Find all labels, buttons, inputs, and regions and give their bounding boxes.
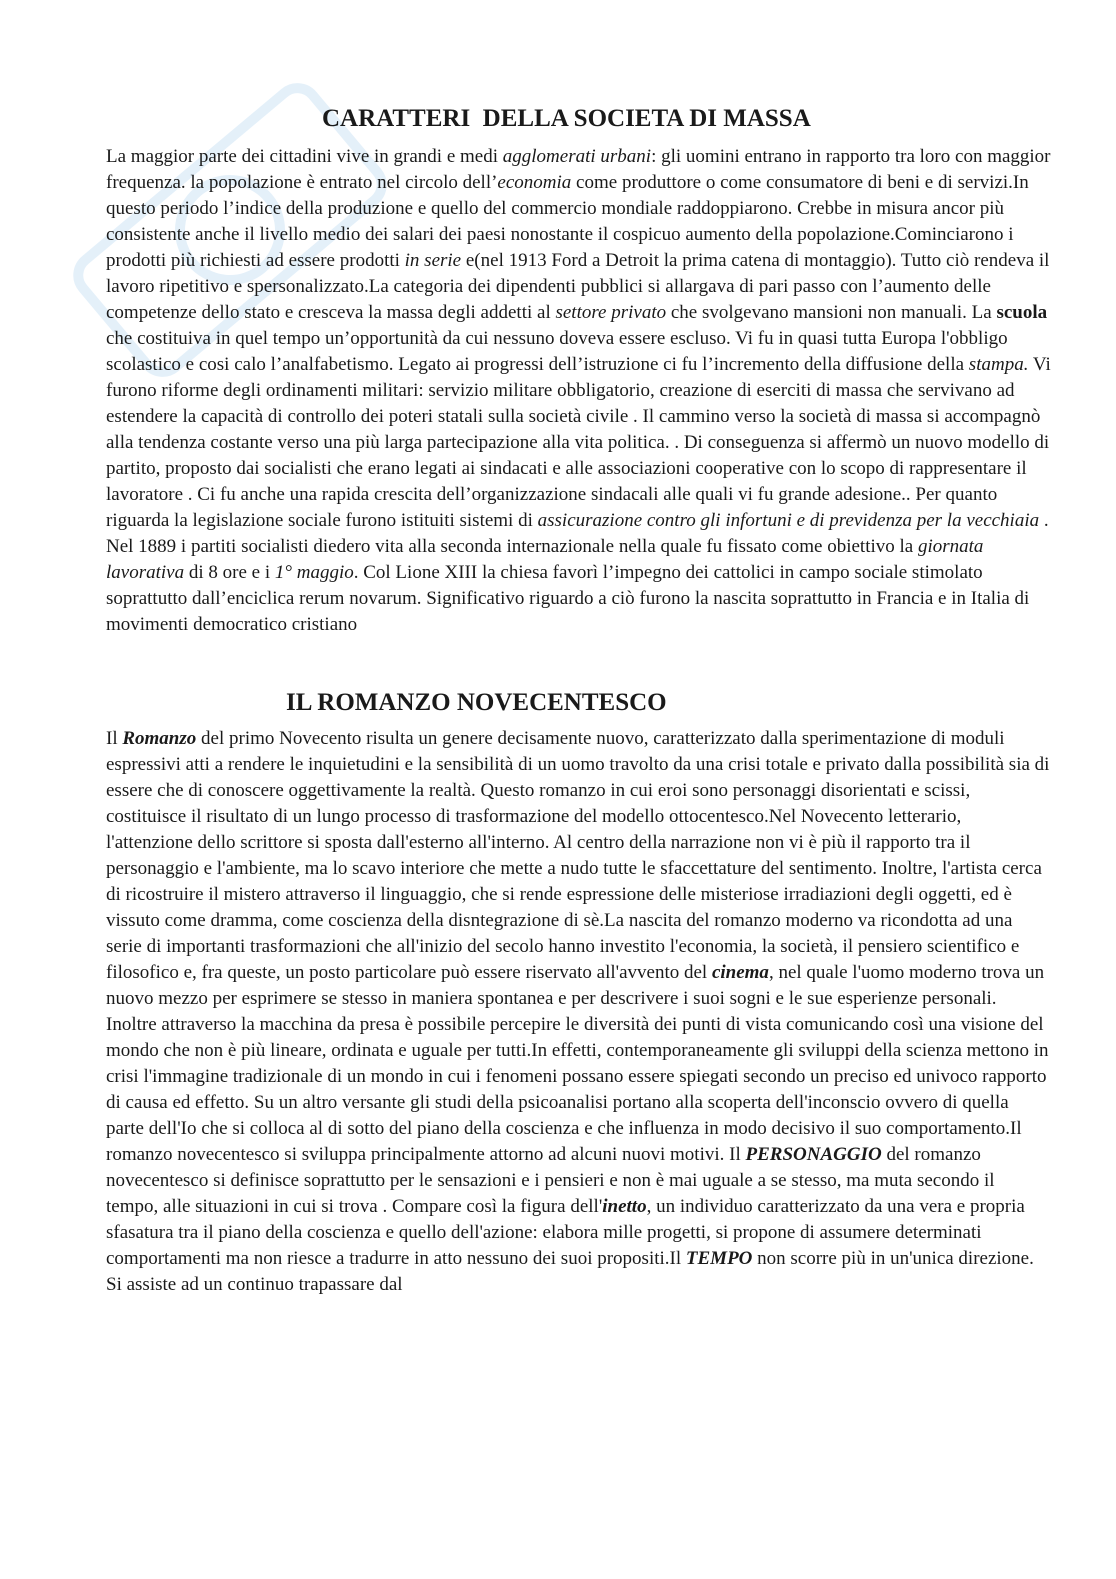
text-run: non scorre più in un'unica direzione. Si assiste ad un continuo trapassare dal bbox=[106, 1248, 1034, 1295]
emphasis-run: giornata lavorativa bbox=[106, 536, 984, 583]
text-run: come produttore o come consumatore di beni e di servizi.In questo periodo l’indice della produzione e quello del commercio mondiale raddoppiarono. Crebbe in misura ancor più consistente anche il livello medio dei salari dei paesi nonostante il cospicuo aumento della popolazione.Cominciarono i prodotti più richiesti ad essere prodotti bbox=[106, 172, 1029, 271]
emphasis-run: PERSONAGGIO bbox=[745, 1144, 882, 1165]
emphasis-run: TEMPO bbox=[685, 1248, 753, 1269]
emphasis-run: assicurazione contro gli infortuni e di previdenza per la vecchiaia bbox=[537, 510, 1040, 531]
text-run: , nel quale l'uomo moderno trova un nuovo mezzo per esprimere se stesso in maniera spontanea e per descrivere i suoi sogni e le sue esperienze personali. Inoltre attraverso la macchina da presa è possibile percepire le diversità dei punti di vista comunicando così una visione del mondo che non è più lineare, ordinata e uguale per tutti.In effetti, contemporaneamente gli sviluppi della scienza mettono in crisi l'immagine tradizionale di un mondo in cui i fenomeni possano essere spiegati secondo un preciso ed univoco rapporto di causa ed effetto. Su un altro versante gli studi della psicoanalisi portano alla scoperta dell'inconscio ovvero di quella parte dell'Io che si colloca al di sotto del piano della coscienza e che influenza in modo decisivo il suo comportamento.Il romanzo novecentesco si sviluppa principalmente attorno ad alcuni nuovi motivi. Il bbox=[106, 962, 1049, 1165]
text-run: di 8 ore e i bbox=[184, 562, 275, 583]
text-run: , un individuo caratterizzato da una vera e propria sfasatura tra il piano della coscienza e quello dell'azione: elabora mille progetti, si propone di assumere determinati comportamenti ma non riesce a tradurre in atto nessuno dei suoi propositi.Il bbox=[106, 1196, 1025, 1269]
emphasis-run: settore privato bbox=[555, 302, 667, 323]
document-page bbox=[106, 104, 1051, 1298]
emphasis-run: economia bbox=[497, 172, 572, 193]
text-run: . Col Lione XIII la chiesa favorì l’impegno dei cattolici in campo sociale stimolato soprattutto dall’enciclica rerum novarum. Significativo riguardo a ciò furono la nascita soprattutto in Francia e in Italia di movimenti democratico cristiano bbox=[106, 562, 1030, 635]
text-run: e(nel 1913 Ford a Detroit la prima catena di montaggio). Tutto ciò rendeva il lavoro ripetitivo e spersonalizzato.La categoria dei dipendenti pubblici si allargava di pari passo con l’aumento delle competenze dello stato e cresceva la massa degli addetti al bbox=[106, 250, 1050, 323]
emphasis-run: stampa. bbox=[968, 354, 1029, 375]
text-run: del romanzo novecentesco si definisce soprattutto per le sensazioni e i pensieri e non è mai uguale a se stesso, ma muta secondo il tempo, alle situazioni in cui si trova . Compare così la figura dell' bbox=[106, 1144, 995, 1217]
emphasis-run: in serie bbox=[404, 250, 462, 271]
section-gap bbox=[106, 638, 1051, 688]
paragraph-societa-di-massa bbox=[106, 144, 1051, 638]
paragraph-romanzo-novecentesco bbox=[106, 726, 1051, 1298]
text-run: che costituiva in quel tempo un’opportunità da cui nessuno doveva essere escluso. Vi fu in quasi tutta Europa l'obbligo scolastico e cosi calo l’analfabetismo. Legato ai progressi dell’istruzione ci fu l’incremento della diffusione della bbox=[106, 328, 1008, 375]
text-run: del primo Novecento risulta un genere decisamente nuovo, caratterizzato dalla sperimentazione di moduli espressivi atti a rendere le inquietudini e la sensibilità di un uomo travolto da una crisi totale e privato dalla possibilità sia di essere che di conoscere oggettivamente la realtà. Questo romanzo in cui eroi sono personaggi disorientati e scissi, costituisce il risultato di un lungo processo di trasformazione del modello ottocentesco.Nel Novecento letterario, l'attenzione dello scrittore si sposta dall'esterno all'interno. Al centro della narrazione non vi è più il rapporto tra il personaggio e l'ambiente, ma lo scavo interiore che mette a nudo tutte le sfaccettature del sentimento. Inoltre, l'artista cerca di ricostruire il mistero attraverso il linguaggio, che si rende espressione delle misteriose irradiazioni degli oggetti, ed è vissuto come dramma, come coscienza della disntegrazione di sè.La nascita del romanzo moderno va ricondotta ad una serie di importanti trasformazioni che all'inizio del secolo hanno investito l'economia, la società, il pensiero scientifico e filosofico e, fra queste, un posto particolare può essere riservato all'avvento del bbox=[106, 728, 1050, 983]
text-run: : gli uomini entrano in rapporto tra loro con maggior frequenza. la popolazione è entrato nel circolo dell’ bbox=[106, 146, 1051, 193]
text-run: Il bbox=[106, 728, 123, 749]
emphasis-run: agglomerati urbani bbox=[502, 146, 652, 167]
text-run: La maggior parte dei cittadini vive in grandi e medi bbox=[106, 146, 503, 167]
section-title-societa-di-massa: CARATTERI DELLA SOCIETA DI MASSA bbox=[322, 105, 811, 132]
emphasis-run: 1° maggio bbox=[274, 562, 354, 583]
emphasis-run: inetto bbox=[602, 1196, 647, 1217]
text-run: Vi furono riforme degli ordinamenti militari: servizio militare obbligatorio, creazione di eserciti di massa che servivano ad estendere la capacità di controllo dei poteri statali sulla società civile . Il cammino verso la società di massa si accompagnò alla tendenza costante verso una più larga partecipazione alla vita politica. . Di conseguenza si affermò un nuovo modello di partito, proposto dai socialisti che erano legati ai sindacati e alle associazioni cooperative con lo scopo di rappresentare il lavoratore . Ci fu anche una rapida crescita dell’organizzazione sindacali alle quali vi fu grande adesione.. Per quanto riguarda la legislazione sociale furono istituiti sistemi di bbox=[106, 354, 1051, 531]
emphasis-run: Romanzo bbox=[122, 728, 197, 749]
emphasis-run: scuola bbox=[996, 302, 1048, 323]
text-run: . Nel 1889 i partiti socialisti diedero vita alla seconda internazionale nella quale fu fissato come obiettivo la bbox=[106, 510, 1049, 557]
emphasis-run: cinema bbox=[711, 962, 769, 983]
section-title-romanzo-novecentesco: IL ROMANZO NOVECENTESCO bbox=[286, 689, 667, 716]
text-run: che svolgevano mansioni non manuali. La bbox=[666, 302, 997, 323]
